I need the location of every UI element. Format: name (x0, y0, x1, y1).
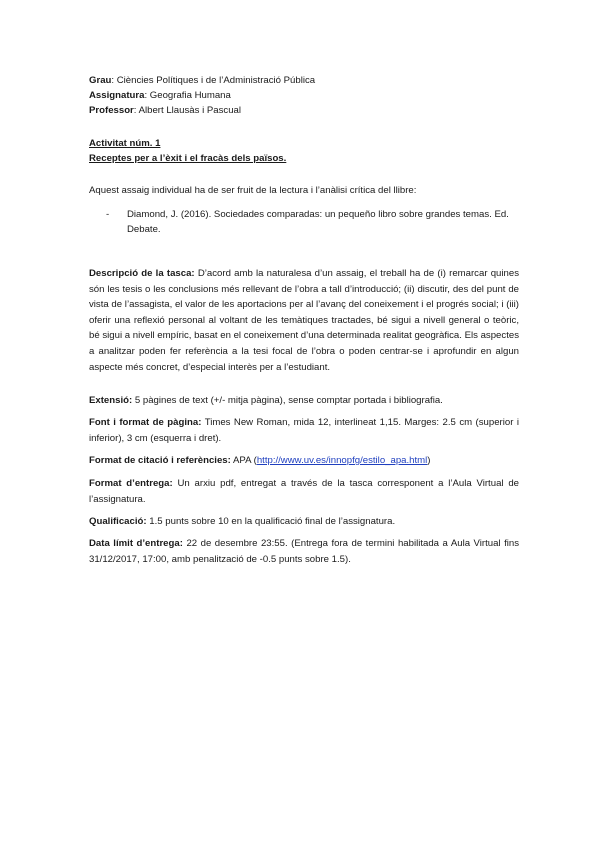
assignatura-line: Assignatura: Geografia Humana (89, 90, 231, 101)
extensio-text: 5 pàgines de text (+/- mitja pàgina), sense comptar portada i bibliografia. (134, 395, 443, 406)
book-reference-item (106, 207, 519, 238)
extensio-label: Extensió (89, 395, 129, 406)
assignatura-value: Geografia Humana (149, 90, 231, 101)
font-text: Times New Roman, mida 12, interlineat 1,15. Marges: 2.5 cm (superior i inferior), 3 cm (esquerra i dret). (89, 417, 519, 444)
qualificacio-label: Qualificació (89, 516, 144, 527)
professor-line: Professor: Albert Llausàs i Pascual (89, 105, 241, 116)
book-reference: Diamond, J. (2016). Sociedades comparadas: un pequeño libro sobre grandes temas. Ed. Debate. (127, 209, 509, 236)
entrega-label: Format d’entrega (89, 478, 170, 489)
grau-line: Grau: Ciències Polítiques i de l’Administració Pública (89, 75, 316, 86)
citacio-suffix: ) (427, 455, 431, 466)
task-description: Descripció de la tasca: D’acord amb la naturalesa d’un assaig, el treball ha de (i) remarcar quines són les tesis o les conclusions més rellevant de l’obra a tall d’introducció; (ii) discutir, des del punt de vista de l’assagista, el valor de les aportacions per al l’avanç del coneixement i el progrés social; i (iii) oferir una reflexió personal al voltant de les temàtiques tractades, bé sigui a nivell general o teòric, bé sigui a nivell empíric, basat en el coneixement d’una determinada realitat geogràfica. Els aspectes a analitzar poden fer referència a la tesi focal de l’obra o poden centrar-se i aprofundir en algun aspecte més concret, d’especial interès per a l’estudiant. (89, 268, 519, 373)
citacio-label: Format de citació i referències (89, 455, 228, 466)
professor-label: Professor (89, 105, 134, 116)
grau-value: Ciències Polítiques i de l’Administració Pública (116, 75, 316, 86)
font-format-line: Font i format de pàgina: Times New Roman, mida 12, interlineat 1,15. Marges: 2.5 cm (superior i inferior), 3 cm (esquerra i dret). (89, 417, 519, 444)
data-text: 22 de desembre 23:55. (Entrega fora de termini habilitada a Aula Virtual fins 31/12/2017, 17:00, amb penalització de -0.5 punts sobre 1.5). (89, 538, 520, 565)
data-label: Data límit d’entrega (89, 538, 180, 549)
assignatura-label: Assignatura (89, 90, 145, 101)
grau-label: Grau (89, 75, 112, 86)
activity-title: Receptes per a l’èxit i el fracàs dels països. (89, 153, 287, 164)
professor-value: Albert Llausàs i Pascual (138, 105, 241, 116)
activity-number: Activitat núm. 1 (89, 138, 161, 149)
apa-style-link[interactable]: http://www.uv.es/innopfg/estilo_apa.html (256, 455, 428, 466)
list-dash: - (106, 209, 110, 220)
qualificacio-line: Qualificació: 1.5 punts sobre 10 en la qualificació final de l’assignatura. (89, 516, 396, 527)
entrega-line: Format d’entrega: Un arxiu pdf, entregat a través de la tasca corresponent a l’Aula Virtual de l’assignatura. (89, 478, 519, 505)
description-text: D’acord amb la naturalesa d’un assaig, el treball ha de (i) remarcar quines són les tesis o les conclusions més rellevant de l’obra a tall d’introducció; (ii) discutir, des del punt de vista de l’assagista, el valor de les aportacions per al l’avanç del coneixement i el progrés social; i (iii) oferir una reflexió personal al voltant de les temàtiques tractades, bé sigui a nivell general o teòric, bé sigui a nivell empíric, basat en el coneixement d’una determinada realitat geogràfica. Els aspectes a analitzar poden fer referència a la tesi focal de l’obra o poden centrar-se i aprofundir en algun aspecte més concret, d’especial interès per a l’estudiant. (89, 268, 519, 373)
citacio-prefix: APA ( (232, 455, 257, 466)
qualificacio-text: 1.5 punts sobre 10 en la qualificació final de l’assignatura. (149, 516, 396, 527)
data-limit-line: Data límit d’entrega: 22 de desembre 23:55. (Entrega fora de termini habilitada a Aula Virtual fins 31/12/2017, 17:00, amb penalització de -0.5 punts sobre 1.5). (89, 538, 520, 565)
citacio-line: Format de citació i referències: APA (http://www.uv.es/innopfg/estilo_apa.html) (89, 455, 431, 466)
font-label: Font i format de pàgina (89, 417, 199, 428)
entrega-text: Un arxiu pdf, entregat a través de la tasca corresponent a l’Aula Virtual de l’assignatura. (89, 478, 519, 505)
intro-text: Aquest assaig individual ha de ser fruit de la lectura i l’anàlisi crítica del llibre: (89, 185, 417, 196)
extensio-line: Extensió: 5 pàgines de text (+/- mitja pàgina), sense comptar portada i bibliografia. (89, 395, 443, 406)
description-label: Descripció de la tasca (89, 268, 192, 279)
